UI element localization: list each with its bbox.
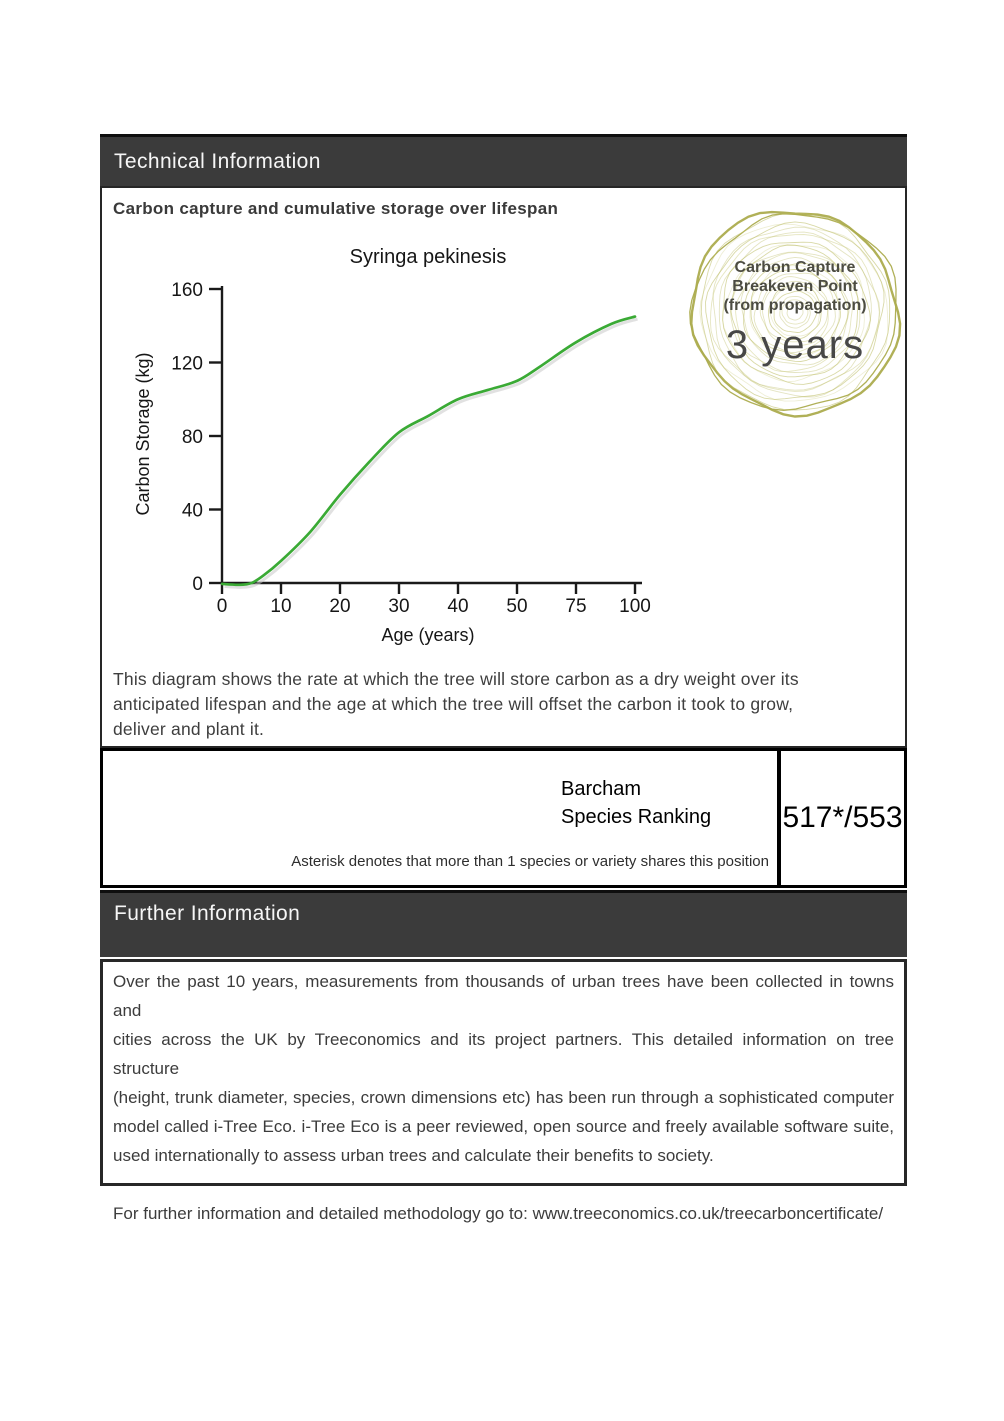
svg-text:120: 120: [171, 353, 203, 375]
svg-text:40: 40: [181, 500, 203, 522]
svg-text:100: 100: [619, 596, 651, 617]
section-title: Carbon capture and cumulative storage over lifespan: [113, 199, 559, 218]
carbon-storage-chart: [105, 240, 675, 670]
chart-axes: [171, 280, 651, 617]
paragraph-line: used internationally to assess urban trees and calculate their benefits to society.: [113, 1146, 714, 1165]
breakeven-badge: [683, 200, 907, 424]
technical-information-section: [100, 186, 907, 748]
ranking-label-line-2: Species Ranking: [561, 806, 712, 828]
diagram-description: [113, 667, 799, 742]
svg-text:0: 0: [192, 574, 203, 595]
paragraph-line: cities across the UK by Treeconomics and its project partners. This detailed information on tree structure: [113, 1030, 894, 1078]
description-line: anticipated lifespan and the age at which the tree will offset the carbon it took to grow,: [113, 694, 794, 714]
svg-text:75: 75: [565, 596, 587, 617]
species-ranking-section: [100, 748, 907, 888]
description-line: deliver and plant it.: [113, 719, 265, 739]
svg-text:50: 50: [506, 596, 528, 617]
svg-text:80: 80: [181, 427, 203, 448]
carbon-storage-curve: [222, 317, 638, 588]
ranking-label-line-1: Barcham: [561, 778, 642, 800]
chart-title: Syringa pekinesis: [349, 246, 507, 268]
breakeven-badge-text: [683, 258, 907, 368]
technical-information-title: Technical Information: [114, 150, 321, 173]
paragraph-line: (height, trunk diameter, species, crown dimensions etc) has been run through a sophisticated computer: [113, 1088, 894, 1107]
svg-text:0: 0: [216, 596, 228, 617]
svg-text:30: 30: [388, 596, 410, 617]
svg-text:20: 20: [329, 596, 351, 617]
further-information-section: [100, 959, 907, 1223]
methodology-link-text: For further information and detailed methodology go to: www.treeconomics.co.uk/treecarboncertificate/: [113, 1204, 884, 1223]
paragraph-line: Over the past 10 years, measurements from thousands of urban trees have been collected in towns and: [113, 972, 894, 1020]
badge-line-1: Carbon Capture: [734, 259, 856, 276]
svg-text:40: 40: [447, 596, 469, 617]
svg-text:160: 160: [171, 280, 203, 301]
badge-line-2: Breakeven Point: [732, 278, 858, 295]
further-information-header: [100, 890, 907, 957]
svg-text:10: 10: [270, 596, 292, 617]
badge-line-3: (from propagation): [723, 297, 867, 314]
further-information-text: [113, 967, 894, 1228]
species-ranking-label: [561, 775, 711, 831]
asterisk-footnote: Asterisk denotes that more than 1 species or variety shares this position: [291, 853, 769, 870]
x-axis-label: Age (years): [381, 625, 475, 645]
y-axis-label: Carbon Storage (kg): [133, 352, 153, 516]
description-line: This diagram shows the rate at which the tree will store carbon as a dry weight over its: [113, 669, 799, 689]
breakeven-years-value: 3 years: [725, 323, 865, 367]
paragraph-line: model called i-Tree Eco. i-Tree Eco is a peer reviewed, open source and freely available software suite,: [113, 1117, 894, 1136]
species-ranking-value: 517*/553: [782, 801, 903, 834]
further-information-title: Further Information: [114, 902, 301, 925]
technical-information-header: [100, 134, 907, 186]
